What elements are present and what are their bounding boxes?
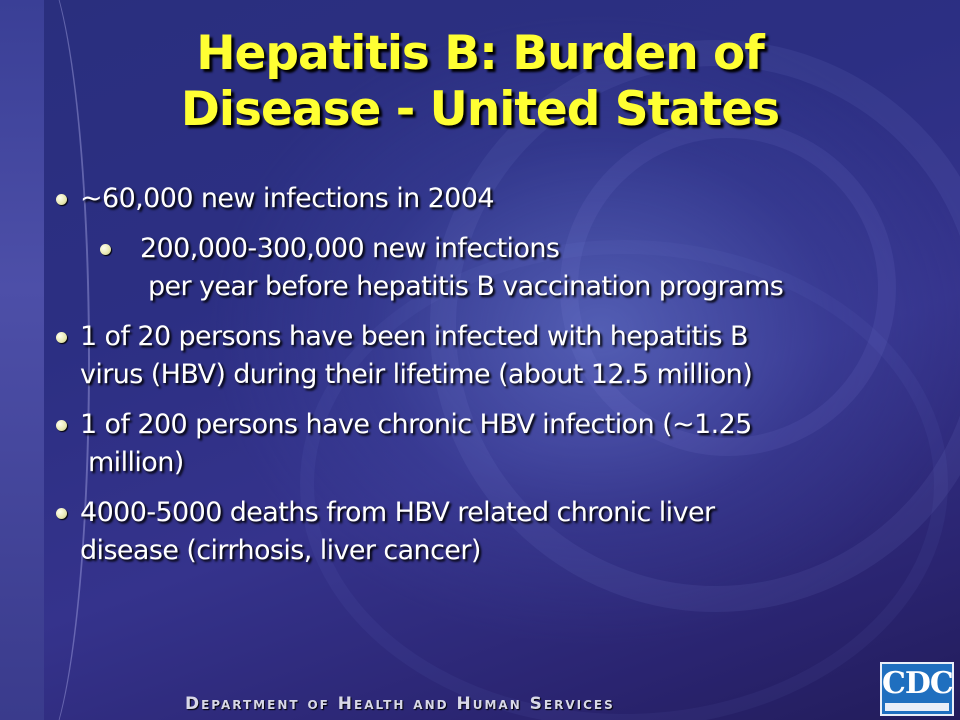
sub-bullet-item [48, 230, 928, 306]
bullet-text: 1 of 200 persons have chronic HBV infection (~1.25 [80, 409, 752, 440]
bullet-text-continued: per year before hepatitis B vaccination programs [148, 271, 784, 302]
bullet-icon [100, 244, 111, 255]
footer-department: Department of Health and Human Services [185, 694, 615, 714]
bullet-list [48, 180, 928, 582]
title-line-2: Disease - United States [180, 82, 780, 137]
bullet-icon [56, 508, 67, 519]
bullet-text-continued: virus (HBV) during their lifetime (about 12.5 million) [80, 359, 753, 390]
bullet-text: ~60,000 new infections in 2004 [80, 183, 494, 214]
bullet-item [48, 494, 928, 570]
bullet-icon [56, 194, 67, 205]
bullet-item [48, 180, 928, 218]
bullet-icon [56, 420, 67, 431]
cdc-logo-text: CDC [882, 666, 953, 701]
bullet-text: 4000-5000 deaths from HBV related chronic liver [80, 497, 715, 528]
bullet-text: 1 of 20 persons have been infected with hepatitis B [80, 321, 748, 352]
bullet-text-continued: million) [80, 447, 184, 478]
cdc-logo [880, 662, 954, 716]
bullet-text: 200,000-300,000 new infections [132, 233, 560, 264]
bullet-item [48, 318, 928, 394]
bullet-item [48, 406, 928, 482]
title-line-1: Hepatitis B: Burden of [196, 26, 764, 81]
bullet-icon [56, 332, 67, 343]
slide-title [60, 26, 900, 138]
bullet-text-continued: disease (cirrhosis, liver cancer) [80, 535, 481, 566]
cdc-logo-bar [885, 703, 949, 711]
